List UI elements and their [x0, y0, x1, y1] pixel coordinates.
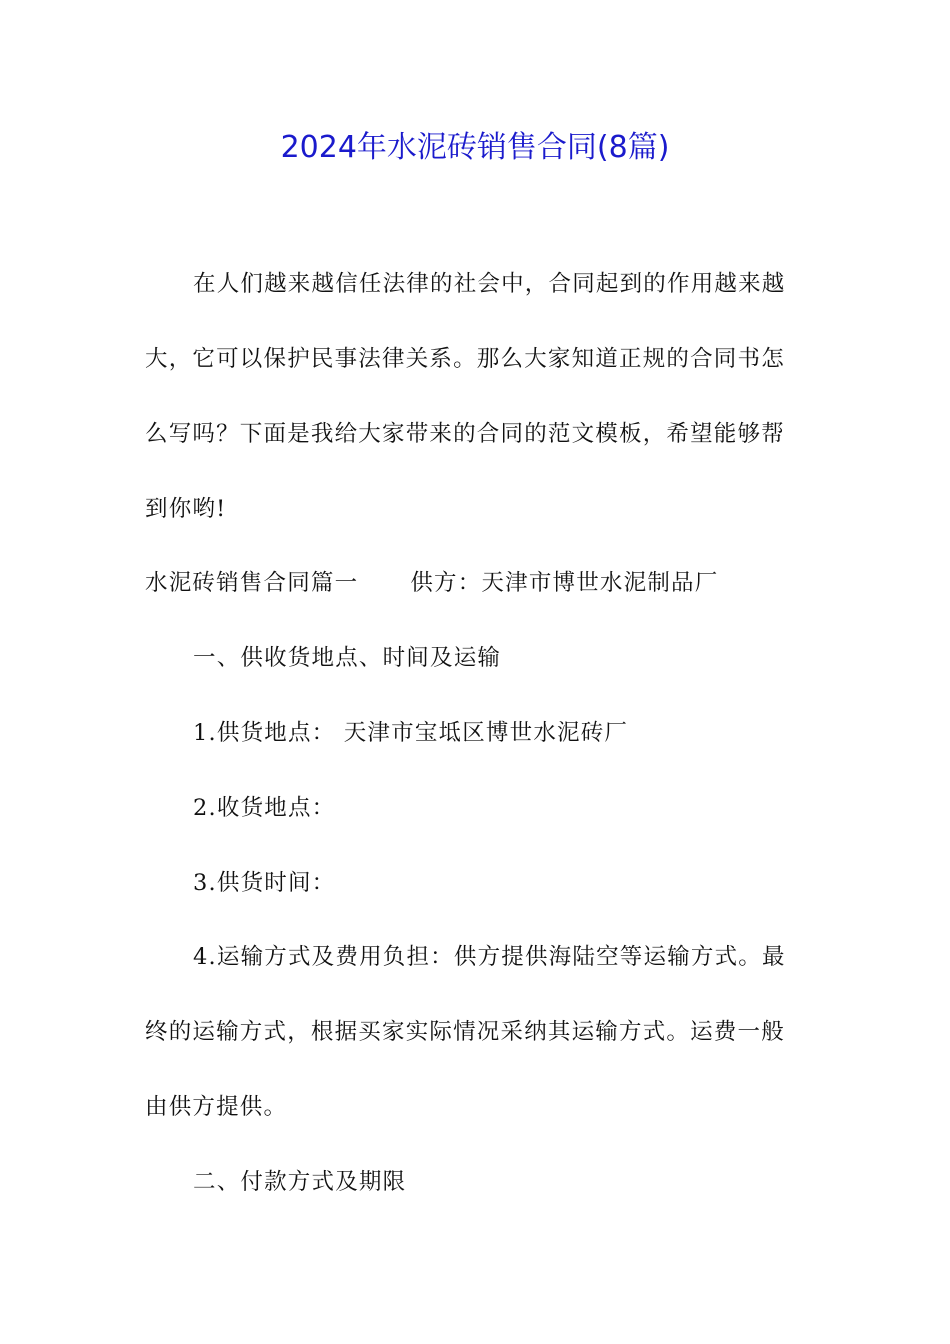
- item-1: 1.供货地点： 天津市宝坻区博世水泥砖厂: [193, 720, 629, 746]
- section-heading-row: [145, 563, 718, 603]
- item-4-line: 终的运输方式，根据买家实际情况采纳其运输方式。运费一般: [145, 1019, 785, 1045]
- item-4-paragraph: [145, 920, 810, 1145]
- intro-line: 么写吗？下面是我给大家带来的合同的范文模板，希望能够帮: [145, 421, 785, 447]
- section-heading: 水泥砖销售合同篇一: [145, 570, 359, 596]
- item-2: 2.收货地点：: [193, 795, 336, 821]
- item-4-line: 4.运输方式及费用负担：供方提供海陆空等运输方式。最: [193, 944, 786, 970]
- intro-line: 在人们越来越信任法律的社会中，合同起到的作用越来越: [193, 271, 786, 297]
- document-title: 2024年水泥砖销售合同(8篇): [280, 130, 670, 165]
- intro-line: 大，它可以保护民事法律关系。那么大家知道正规的合同书怎: [145, 346, 785, 372]
- supplier-line: 供方：天津市博世水泥制品厂: [410, 570, 719, 596]
- intro-paragraph: [145, 247, 810, 547]
- item-4-line: 由供方提供。: [145, 1094, 288, 1120]
- clause-1-title: 一、供收货地点、时间及运输: [193, 645, 502, 671]
- item-3: 3.供货时间：: [193, 870, 336, 896]
- clause-2-title: 二、付款方式及期限: [193, 1169, 407, 1195]
- intro-line: 到你哟!: [145, 496, 227, 522]
